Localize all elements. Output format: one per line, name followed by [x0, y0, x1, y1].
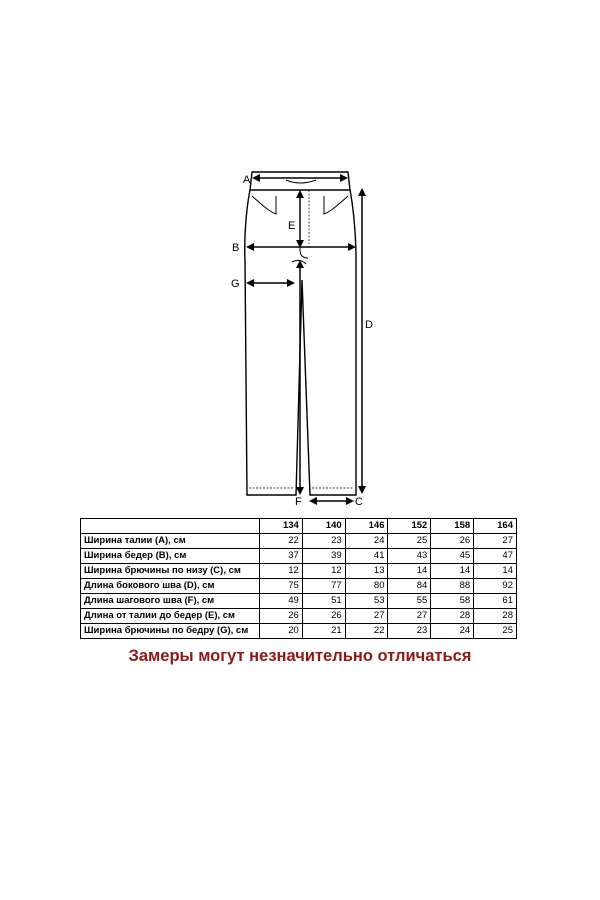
measure-g	[231, 278, 293, 290]
table-row	[81, 579, 517, 594]
cell-value: 25	[474, 624, 517, 639]
cell-value: 27	[474, 534, 517, 549]
cell-value: 14	[431, 564, 474, 579]
size-header: 140	[302, 519, 345, 534]
disclaimer-note: Замеры могут незначительно отличаться	[128, 647, 472, 665]
cell-value: 13	[345, 564, 388, 579]
row-label: Длина от талии до бедер (E), см	[81, 609, 260, 624]
cell-value: 24	[431, 624, 474, 639]
row-label: Ширина брючины по бедру (G), см	[81, 624, 260, 639]
size-table	[80, 518, 517, 639]
cell-value: 23	[388, 624, 431, 639]
cell-value: 26	[260, 609, 303, 624]
cell-value: 24	[345, 534, 388, 549]
table-row	[81, 564, 517, 579]
cell-value: 22	[260, 534, 303, 549]
row-label: Ширина талии (A), см	[81, 534, 260, 549]
cell-value: 14	[388, 564, 431, 579]
cell-value: 55	[388, 594, 431, 609]
label-f: F	[295, 496, 302, 508]
table-row	[81, 549, 517, 564]
table-row	[81, 594, 517, 609]
cell-value: 84	[388, 579, 431, 594]
cell-value: 28	[431, 609, 474, 624]
cell-value: 21	[302, 624, 345, 639]
label-b: B	[232, 242, 240, 254]
label-c: C	[355, 496, 363, 508]
size-header: 158	[431, 519, 474, 534]
cell-value: 28	[474, 609, 517, 624]
row-label: Длина шагового шва (F), см	[81, 594, 260, 609]
label-a: A	[243, 174, 251, 186]
measure-c	[311, 496, 363, 508]
measure-b	[232, 242, 354, 254]
cell-value: 77	[302, 579, 345, 594]
cell-value: 53	[345, 594, 388, 609]
cell-value: 47	[474, 549, 517, 564]
measure-d	[362, 190, 373, 492]
cell-value: 51	[302, 594, 345, 609]
label-d: D	[365, 319, 373, 331]
size-header: 134	[260, 519, 303, 534]
cell-value: 39	[302, 549, 345, 564]
cell-value: 45	[431, 549, 474, 564]
row-label: Длина бокового шва (D), см	[81, 579, 260, 594]
cell-value: 88	[431, 579, 474, 594]
cell-value: 43	[388, 549, 431, 564]
measure-a	[243, 174, 346, 186]
cell-value: 25	[388, 534, 431, 549]
cell-value: 27	[388, 609, 431, 624]
table-row	[81, 534, 517, 549]
cell-value: 61	[474, 594, 517, 609]
cell-value: 49	[260, 594, 303, 609]
cell-value: 14	[474, 564, 517, 579]
header-blank	[81, 519, 260, 534]
cell-value: 12	[260, 564, 303, 579]
cell-value: 12	[302, 564, 345, 579]
label-e: E	[288, 220, 296, 232]
row-label: Ширина брючины по низу (C), см	[81, 564, 260, 579]
cell-value: 27	[345, 609, 388, 624]
cell-value: 80	[345, 579, 388, 594]
cell-value: 22	[345, 624, 388, 639]
measure-e	[288, 192, 300, 246]
size-header: 152	[388, 519, 431, 534]
cell-value: 41	[345, 549, 388, 564]
size-header-row	[81, 519, 517, 534]
table-row	[81, 609, 517, 624]
cell-value: 23	[302, 534, 345, 549]
row-label: Ширина бедер (B), см	[81, 549, 260, 564]
cell-value: 75	[260, 579, 303, 594]
size-header: 164	[474, 519, 517, 534]
cell-value: 20	[260, 624, 303, 639]
size-header: 146	[345, 519, 388, 534]
label-g: G	[231, 278, 240, 290]
cell-value: 37	[260, 549, 303, 564]
cell-value: 92	[474, 579, 517, 594]
table-row	[81, 624, 517, 639]
cell-value: 26	[302, 609, 345, 624]
cell-value: 26	[431, 534, 474, 549]
cell-value: 58	[431, 594, 474, 609]
